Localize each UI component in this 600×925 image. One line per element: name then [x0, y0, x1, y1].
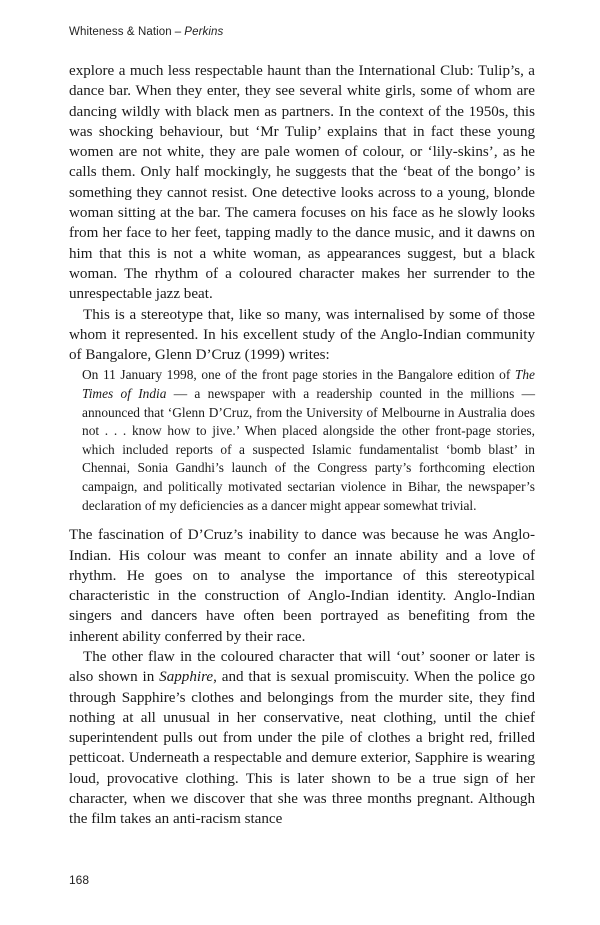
paragraph-3: The fascination of D’Cruz’s inability to dance was because he was Anglo-Indian. His colour was meant to confer an innate ability and a love of rhythm. He goes on to analyse the importance of this stereotypical characteristic in the construction of Anglo-Indian identity. Anglo-Indian singers and dancers have often been portrayed as benefiting from the inherent ability conferred by their race.: [69, 527, 535, 645]
paragraph-1: explore a much less respectable haunt than the International Club: Tulip’s, a dance bar. When they enter, they see several white girls, some of whom are dancing wildly with black men as partners. In the context of the 1950s, this was shocking behaviour, but ‘Mr Tulip’ explains that in fact these young women are not white, they are pale women of colour, or ‘lily-skins’, as he calls them. Only half mockingly, he suggests that the ‘beat of the bongo’ is something they cannot resist. One detective looks across to a young, blonde woman sitting at the bar. The camera focuses on his face as he slowly looks from her face to her feet, tapping madly to the dance music, and it dawns on him that this is not a white woman, as appearances suggest, but a black woman. The rhythm of a coloured character makes her surrender to the unrespectable jazz beat.: [69, 63, 535, 303]
quote-text-start: On 11 January 1998, one of the front page stories in the Bangalore edition of: [82, 367, 515, 383]
paragraph-4-end: , and that is sexual promiscuity. When the police go through Sapphire’s clothes and belongings from the murder site, they find nothing at all unusual in her conservative, neat clothing, until the chief superintendent pulls out from under the pile of clothes a bright red, frilled petticoat. Underneath a respectable and demure exterior, Sapphire is wearing loud, provocative clothing. This is later shown to be a true sign of her character, when we discover that she was three months pregnant. Although the film takes an anti-racism stance: [69, 669, 535, 828]
page-number: 168: [69, 873, 90, 887]
author-name: Perkins: [184, 26, 224, 38]
quote-text-end: — a newspaper with a readership counted in the millions — announced that ‘Glenn D’Cruz, from the University of Melbourne in Australia does not . . . know how to jive.’ When placed alongside the other front-page stories, which included reports of a suspected Islamic fundamentalist ‘bomb blast’ in Chennai, Sonia Gandhi’s launch of the Congress party’s forthcoming election campaign, and politically motivated sectarian violence in Bihar, the newspaper’s declaration of my deficiencies as a dancer might appear somewhat trivial.: [82, 386, 535, 513]
film-title: Sapphire: [159, 669, 214, 686]
book-title: Whiteness & Nation: [69, 26, 172, 38]
paragraph-4: [69, 647, 535, 830]
paragraph-2: This is a stereotype that, like so many, was internalised by some of those whom it represented. In his excellent study of the Anglo-Indian community of Bangalore, Glenn D’Cruz (1999) writes:: [69, 306, 535, 364]
block-quote: [82, 366, 535, 515]
running-head: [69, 26, 223, 38]
body-text: [69, 61, 535, 830]
newspaper-title: The Times of India: [82, 367, 535, 402]
paragraph-4-start: The other flaw in the coloured character that will ‘out’ sooner or later is also shown in: [69, 648, 535, 686]
title-author-separator: –: [174, 26, 182, 38]
